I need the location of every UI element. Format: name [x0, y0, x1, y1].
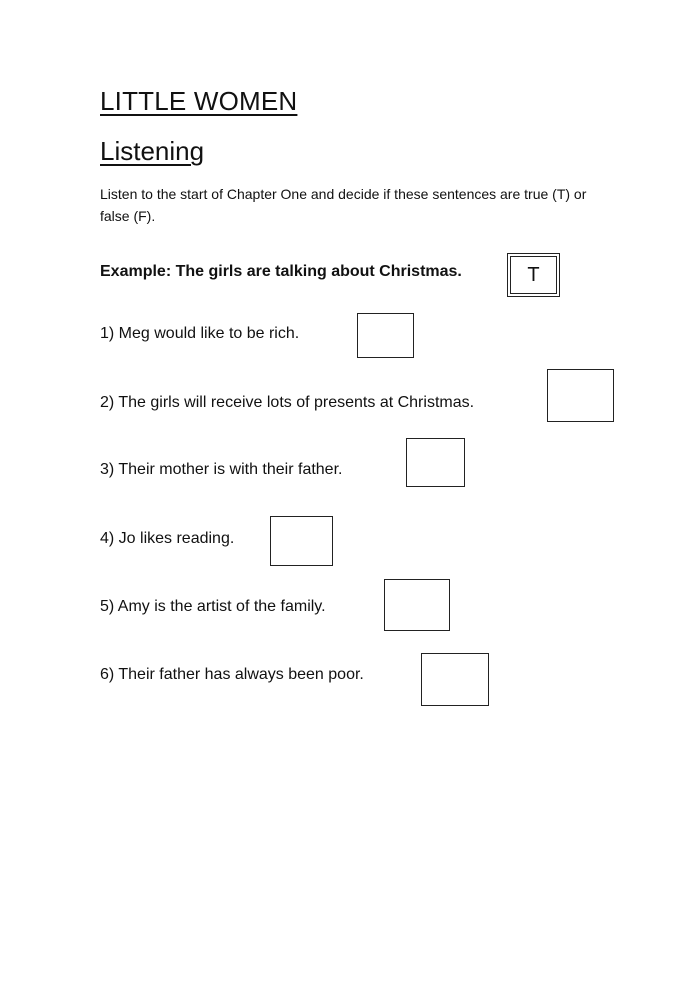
question-5-text: 5) Amy is the artist of the family. — [100, 598, 326, 615]
example-answer-box — [507, 253, 560, 297]
question-1-text: 1) Meg would like to be rich. — [100, 325, 300, 342]
question-4-answer-box[interactable] — [270, 516, 333, 566]
instructions-text: Listen to the start of Chapter One and decide if these sentences are true (T) or false (F). — [100, 186, 587, 224]
worksheet-title: LITTLE WOMEN — [100, 86, 298, 116]
worksheet-subtitle: Listening — [100, 136, 205, 166]
question-5-answer-box[interactable] — [384, 579, 450, 631]
example-answer: T — [510, 256, 557, 294]
question-6-answer-box[interactable] — [421, 653, 489, 706]
question-3-text: 3) Their mother is with their father. — [100, 461, 343, 478]
question-4-text: 4) Jo likes reading. — [100, 530, 235, 547]
example-sentence: Example: The girls are talking about Christmas. — [100, 263, 462, 280]
question-1-answer-box[interactable] — [357, 313, 414, 358]
question-2-text: 2) The girls will receive lots of presents at Christmas. — [100, 394, 475, 411]
question-3-answer-box[interactable] — [406, 438, 465, 487]
question-2-answer-box[interactable] — [547, 369, 614, 422]
question-6-text: 6) Their father has always been poor. — [100, 666, 364, 683]
